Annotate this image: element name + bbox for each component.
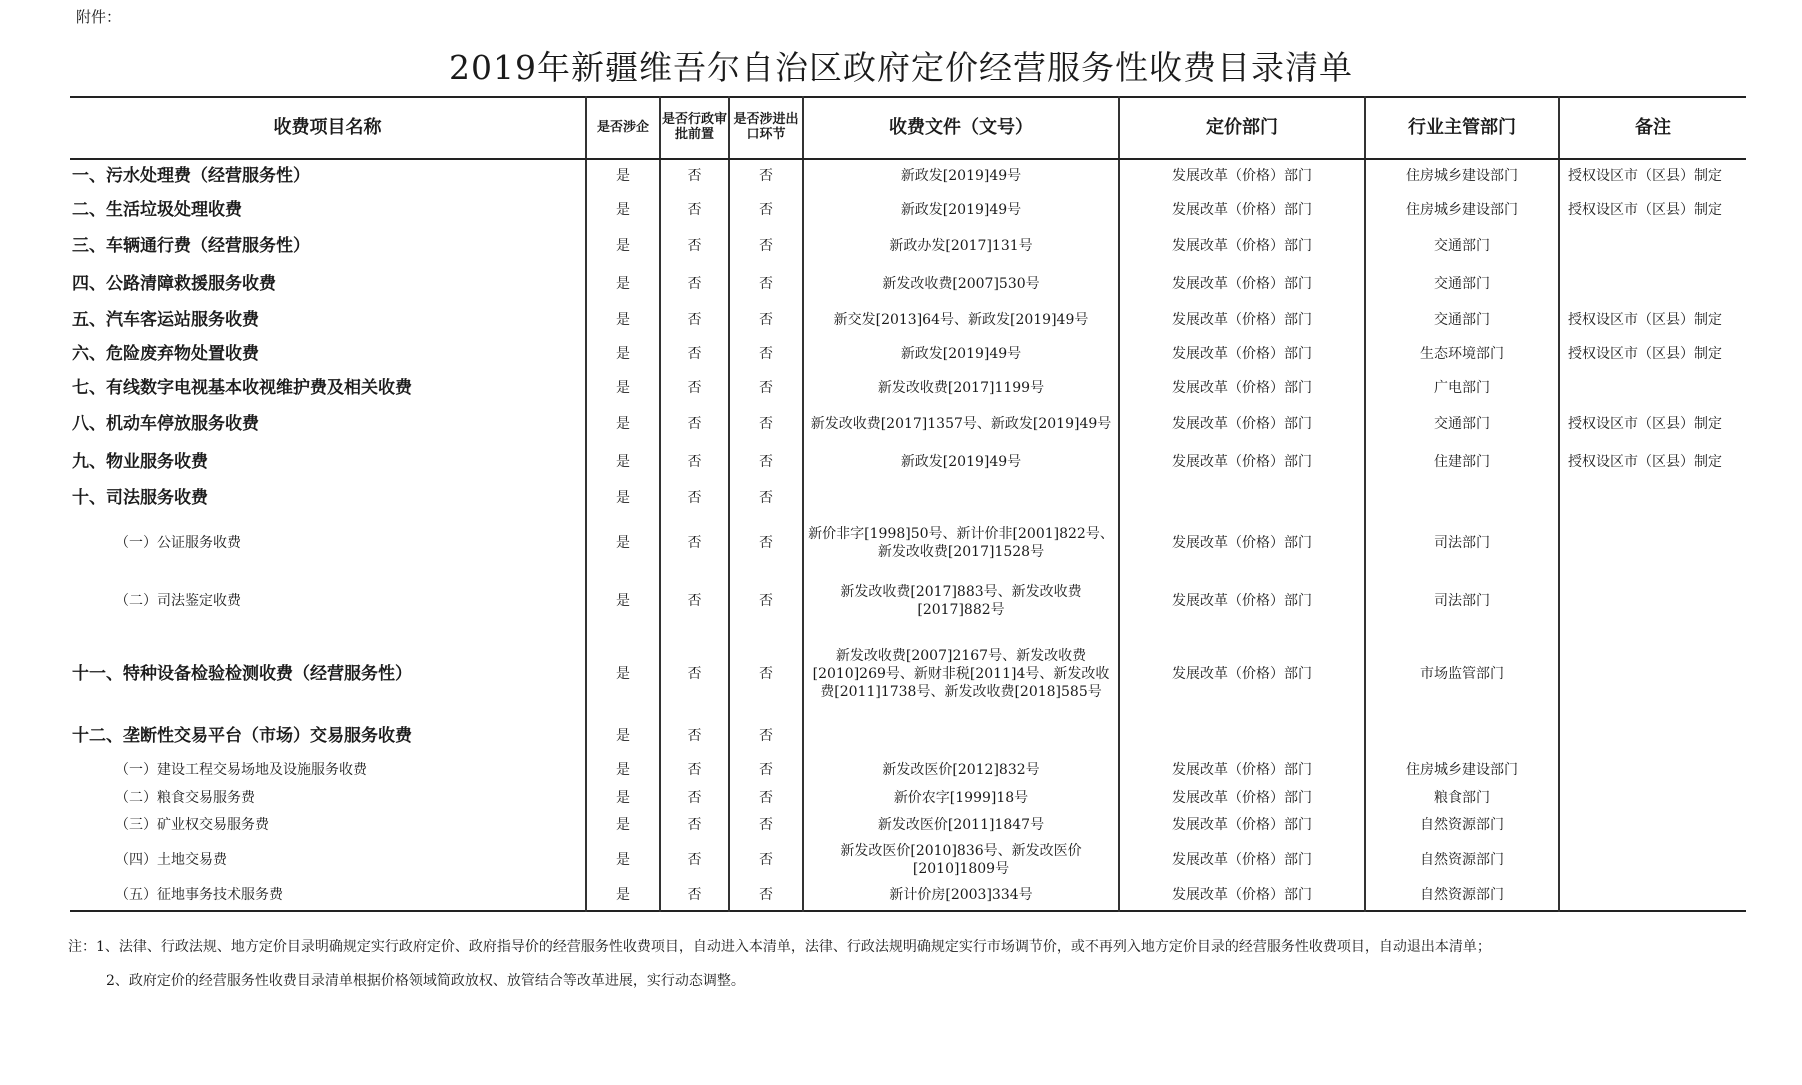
cell-pricing-dept: 发展改革（价格）部门: [1119, 159, 1365, 193]
cell-import-export: 否: [729, 571, 803, 631]
table-row: [70, 839, 1746, 881]
cell-industry-dept: 交通部门: [1365, 405, 1559, 444]
cell-document: 新发改收费[2007]2167号、新发改收费[2010]269号、新财非税[2011]4号、新发改收费[2011]1738号、新发改收费[2018]585号: [803, 631, 1119, 717]
cell-remark: [1559, 571, 1746, 631]
table-row: [70, 371, 1746, 405]
table-row: [70, 337, 1746, 371]
header-import-export: 是否涉进出口环节: [729, 97, 803, 159]
table-row: [70, 481, 1746, 515]
table-row: [70, 717, 1746, 755]
cell-document: [803, 481, 1119, 515]
cell-approval: 否: [660, 717, 729, 755]
cell-enterprise: 是: [586, 717, 660, 755]
cell-remark: 授权设区市（区县）制定: [1559, 303, 1746, 337]
attachment-label: 附件：: [76, 8, 122, 26]
cell-document: 新政发[2019]49号: [803, 337, 1119, 371]
cell-remark: [1559, 631, 1746, 717]
header-approval: 是否行政审批前置: [660, 97, 729, 159]
cell-import-export: 否: [729, 337, 803, 371]
cell-import-export: 否: [729, 839, 803, 881]
cell-pricing-dept: 发展改革（价格）部门: [1119, 265, 1365, 303]
item-name: （一）建设工程交易场地及设施服务收费: [115, 761, 367, 778]
cell-industry-dept: 住建部门: [1365, 444, 1559, 481]
cell-industry-dept: 住房城乡建设部门: [1365, 193, 1559, 227]
item-name: 二、生活垃圾处理收费: [72, 199, 242, 220]
cell-pricing-dept: 发展改革（价格）部门: [1119, 337, 1365, 371]
cell-industry-dept: 交通部门: [1365, 227, 1559, 265]
cell-pricing-dept: 发展改革（价格）部门: [1119, 227, 1365, 265]
cell-enterprise: 是: [586, 755, 660, 785]
header-industry-dept: 行业主管部门: [1365, 97, 1559, 159]
cell-approval: 否: [660, 303, 729, 337]
cell-import-export: 否: [729, 481, 803, 515]
cell-import-export: 否: [729, 159, 803, 193]
cell-document: 新政办发[2017]131号: [803, 227, 1119, 265]
cell-import-export: 否: [729, 755, 803, 785]
cell-enterprise: 是: [586, 337, 660, 371]
cell-import-export: 否: [729, 227, 803, 265]
cell-document: 新价农字[1999]18号: [803, 785, 1119, 812]
cell-pricing-dept: 发展改革（价格）部门: [1119, 444, 1365, 481]
table-header-row: [70, 97, 1746, 159]
footnote-2: 2、政府定价的经营服务性收费目录清单根据价格领域简政放权、放管结合等改革进展，实行动态调整。: [106, 973, 745, 989]
cell-pricing-dept: 发展改革（价格）部门: [1119, 371, 1365, 405]
cell-remark: [1559, 785, 1746, 812]
cell-enterprise: 是: [586, 405, 660, 444]
cell-industry-dept: 住房城乡建设部门: [1365, 159, 1559, 193]
cell-approval: 否: [660, 481, 729, 515]
item-name: 十二、垄断性交易平台（市场）交易服务收费: [72, 725, 412, 746]
cell-approval: 否: [660, 785, 729, 812]
cell-approval: 否: [660, 227, 729, 265]
cell-remark: 授权设区市（区县）制定: [1559, 193, 1746, 227]
cell-enterprise: 是: [586, 481, 660, 515]
cell-remark: [1559, 755, 1746, 785]
cell-pricing-dept: [1119, 481, 1365, 515]
cell-import-export: 否: [729, 193, 803, 227]
item-name: （三）矿业权交易服务费: [115, 817, 269, 834]
cell-pricing-dept: 发展改革（价格）部门: [1119, 631, 1365, 717]
cell-pricing-dept: 发展改革（价格）部门: [1119, 515, 1365, 571]
cell-import-export: 否: [729, 444, 803, 481]
item-name: （二）粮食交易服务费: [115, 790, 255, 807]
table-row: [70, 571, 1746, 631]
item-name: 三、车辆通行费（经营服务性）: [72, 235, 310, 256]
cell-document: 新交发[2013]64号、新政发[2019]49号: [803, 303, 1119, 337]
item-name: 八、机动车停放服务收费: [72, 414, 259, 435]
cell-remark: [1559, 265, 1746, 303]
cell-pricing-dept: 发展改革（价格）部门: [1119, 785, 1365, 812]
cell-remark: [1559, 515, 1746, 571]
cell-enterprise: 是: [586, 571, 660, 631]
cell-document: 新发改收费[2007]530号: [803, 265, 1119, 303]
cell-industry-dept: 住房城乡建设部门: [1365, 755, 1559, 785]
cell-remark: [1559, 717, 1746, 755]
cell-pricing-dept: 发展改革（价格）部门: [1119, 571, 1365, 631]
cell-enterprise: 是: [586, 371, 660, 405]
cell-pricing-dept: 发展改革（价格）部门: [1119, 812, 1365, 839]
table-row: [70, 631, 1746, 717]
cell-enterprise: 是: [586, 193, 660, 227]
header-pricing-dept: 定价部门: [1119, 97, 1365, 159]
item-name: 十一、特种设备检验检测收费（经营服务性）: [72, 663, 412, 684]
footnote-1: 注：1、法律、行政法规、地方定价目录明确规定实行政府定价、政府指导价的经营服务性收费项目，自动进入本清单，法律、行政法规明确规定实行市场调节价，或不再列入地方定价目录的经营服务性收费项目，自动退出本清单；: [68, 939, 1491, 955]
cell-enterprise: 是: [586, 631, 660, 717]
cell-approval: 否: [660, 405, 729, 444]
cell-remark: 授权设区市（区县）制定: [1559, 405, 1746, 444]
cell-import-export: 否: [729, 265, 803, 303]
cell-remark: 授权设区市（区县）制定: [1559, 444, 1746, 481]
item-name: （二）司法鉴定收费: [115, 592, 241, 609]
table-row: [70, 515, 1746, 571]
fee-catalog-table: [70, 96, 1746, 912]
item-name: 六、危险废弃物处置收费: [72, 343, 259, 364]
cell-pricing-dept: 发展改革（价格）部门: [1119, 839, 1365, 881]
cell-industry-dept: 交通部门: [1365, 303, 1559, 337]
cell-approval: 否: [660, 337, 729, 371]
cell-approval: 否: [660, 839, 729, 881]
cell-enterprise: 是: [586, 227, 660, 265]
cell-enterprise: 是: [586, 812, 660, 839]
cell-remark: [1559, 371, 1746, 405]
item-name: （五）征地事务技术服务费: [115, 887, 283, 904]
item-name: 十、司法服务收费: [72, 487, 208, 508]
cell-import-export: 否: [729, 515, 803, 571]
table-row: [70, 159, 1746, 193]
cell-import-export: 否: [729, 881, 803, 911]
cell-document: 新发改收费[2017]1199号: [803, 371, 1119, 405]
cell-document: 新政发[2019]49号: [803, 193, 1119, 227]
cell-industry-dept: [1365, 717, 1559, 755]
cell-document: 新发改收费[2017]1357号、新政发[2019]49号: [803, 405, 1119, 444]
table-row: [70, 444, 1746, 481]
cell-document: 新发改医价[2010]836号、新发改医价[2010]1809号: [803, 839, 1119, 881]
cell-enterprise: 是: [586, 785, 660, 812]
cell-industry-dept: 自然资源部门: [1365, 812, 1559, 839]
cell-industry-dept: 粮食部门: [1365, 785, 1559, 812]
cell-industry-dept: 自然资源部门: [1365, 881, 1559, 911]
table-row: [70, 755, 1746, 785]
cell-pricing-dept: 发展改革（价格）部门: [1119, 755, 1365, 785]
cell-remark: 授权设区市（区县）制定: [1559, 159, 1746, 193]
cell-approval: 否: [660, 371, 729, 405]
header-document: 收费文件（文号）: [803, 97, 1119, 159]
cell-industry-dept: 司法部门: [1365, 515, 1559, 571]
cell-approval: 否: [660, 515, 729, 571]
cell-approval: 否: [660, 444, 729, 481]
cell-import-export: 否: [729, 631, 803, 717]
cell-industry-dept: 市场监管部门: [1365, 631, 1559, 717]
cell-pricing-dept: 发展改革（价格）部门: [1119, 193, 1365, 227]
cell-document: 新政发[2019]49号: [803, 159, 1119, 193]
cell-enterprise: 是: [586, 444, 660, 481]
cell-remark: [1559, 881, 1746, 911]
cell-enterprise: 是: [586, 265, 660, 303]
cell-approval: 否: [660, 755, 729, 785]
cell-enterprise: 是: [586, 159, 660, 193]
cell-pricing-dept: 发展改革（价格）部门: [1119, 405, 1365, 444]
cell-document: 新发改医价[2012]832号: [803, 755, 1119, 785]
cell-pricing-dept: 发展改革（价格）部门: [1119, 881, 1365, 911]
cell-enterprise: 是: [586, 515, 660, 571]
cell-approval: 否: [660, 631, 729, 717]
header-enterprise: 是否涉企: [586, 97, 660, 159]
table-row: [70, 881, 1746, 911]
table-row: [70, 785, 1746, 812]
cell-approval: 否: [660, 159, 729, 193]
item-name: 四、公路清障救援服务收费: [72, 273, 276, 294]
cell-remark: [1559, 812, 1746, 839]
cell-import-export: 否: [729, 785, 803, 812]
cell-remark: [1559, 481, 1746, 515]
cell-enterprise: 是: [586, 881, 660, 911]
cell-industry-dept: [1365, 481, 1559, 515]
cell-industry-dept: 广电部门: [1365, 371, 1559, 405]
cell-industry-dept: 司法部门: [1365, 571, 1559, 631]
cell-approval: 否: [660, 265, 729, 303]
cell-document: [803, 717, 1119, 755]
cell-approval: 否: [660, 193, 729, 227]
item-name: 九、物业服务收费: [72, 452, 208, 473]
cell-import-export: 否: [729, 812, 803, 839]
table-row: [70, 227, 1746, 265]
cell-document: 新价非字[1998]50号、新计价非[2001]822号、新发改收费[2017]1528号: [803, 515, 1119, 571]
cell-import-export: 否: [729, 405, 803, 444]
cell-remark: [1559, 227, 1746, 265]
item-name: （四）土地交易费: [115, 851, 227, 868]
cell-document: 新发改医价[2011]1847号: [803, 812, 1119, 839]
cell-import-export: 否: [729, 303, 803, 337]
item-name: 一、污水处理费（经营服务性）: [72, 166, 310, 187]
header-remarks: 备注: [1559, 97, 1746, 159]
item-name: 七、有线数字电视基本收视维护费及相关收费: [72, 377, 412, 398]
table-row: [70, 265, 1746, 303]
cell-approval: 否: [660, 881, 729, 911]
cell-industry-dept: 自然资源部门: [1365, 839, 1559, 881]
cell-import-export: 否: [729, 371, 803, 405]
cell-document: 新政发[2019]49号: [803, 444, 1119, 481]
header-name: 收费项目名称: [70, 97, 586, 159]
cell-pricing-dept: [1119, 717, 1365, 755]
cell-approval: 否: [660, 571, 729, 631]
cell-industry-dept: 交通部门: [1365, 265, 1559, 303]
cell-document: 新计价房[2003]334号: [803, 881, 1119, 911]
document-title: 2019年新疆维吾尔自治区政府定价经营服务性收费目录清单: [449, 48, 1353, 87]
cell-industry-dept: 生态环境部门: [1365, 337, 1559, 371]
table-row: [70, 193, 1746, 227]
cell-approval: 否: [660, 812, 729, 839]
cell-pricing-dept: 发展改革（价格）部门: [1119, 303, 1365, 337]
cell-remark: [1559, 839, 1746, 881]
cell-document: 新发改收费[2017]883号、新发改收费[2017]882号: [803, 571, 1119, 631]
cell-remark: 授权设区市（区县）制定: [1559, 337, 1746, 371]
item-name: 五、汽车客运站服务收费: [72, 309, 259, 330]
item-name: （一）公证服务收费: [115, 534, 241, 551]
table-row: [70, 405, 1746, 444]
cell-import-export: 否: [729, 717, 803, 755]
cell-enterprise: 是: [586, 303, 660, 337]
table-row: [70, 303, 1746, 337]
table-row: [70, 812, 1746, 839]
cell-enterprise: 是: [586, 839, 660, 881]
